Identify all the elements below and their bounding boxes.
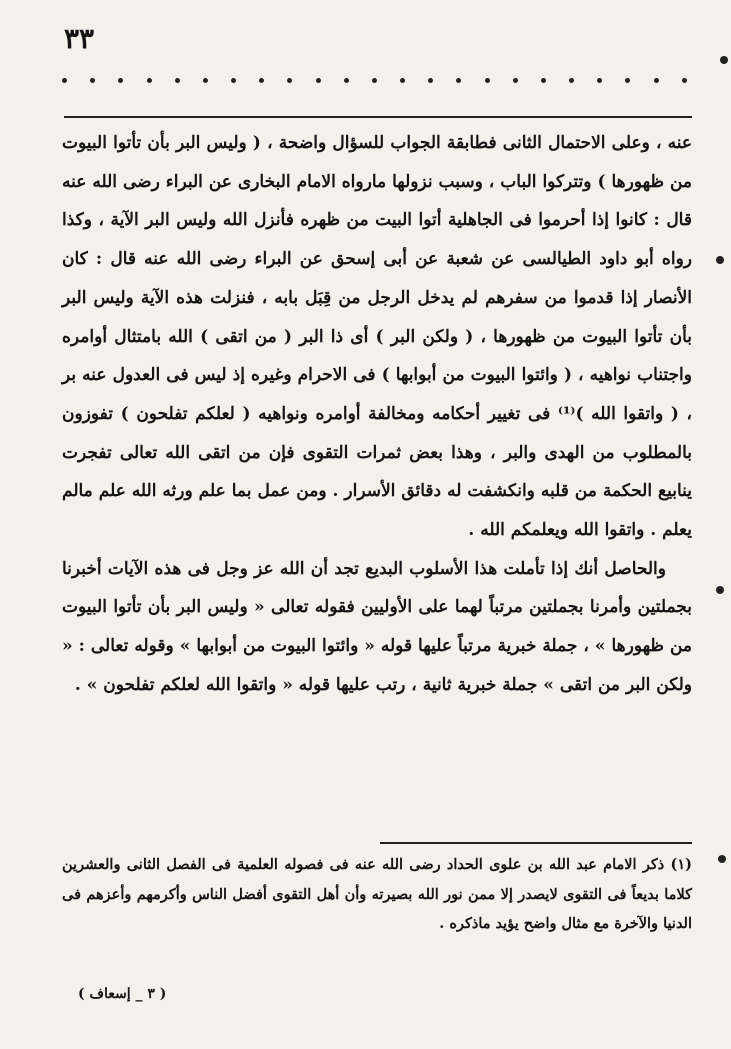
main-text: [62, 124, 692, 705]
footnote-rule: [380, 842, 692, 844]
header-rule: [64, 116, 692, 118]
binding-hole-mark: [716, 586, 724, 594]
page-number: ٣٣: [64, 22, 95, 55]
binding-hole-mark: [720, 56, 728, 64]
footnote-text: (١) ذكر الامام عبد الله بن علوى الحداد رضى الله عنه فى فصوله العلمية فى الفصل الثانى والعشرين كلاما بديعاً فى التقوى لايصدر إلا ممن نور الله بصيرته وأن أهل التقوى أفضل الناس وأكرمهم وأعزهم فى الدنيا والآخرة مع مثال واضح يؤيد ماذكره .: [62, 856, 692, 932]
paragraph: عنه ، وعلى الاحتمال الثانى فطابقة الجواب للسؤال واضحة ، ( وليس البر بأن تأتوا البيوت من ظهورها ) وتتركوا الباب ، وسبب نزولها مارواه الامام البخارى عن البراء رضى الله عنه قال : كانوا إذا أحرموا فى الجاهلية أتوا البيت من ظهره فأنزل الله وليس البر الآية ، وكذا رواه أبو داود الطيالسى عن شعبة عن أبى إسحق عن البراء رضى الله عنه قال : كان الأنصار إذا قدموا من سفرهم لم يدخل الرجل من قِبَل بابه ، فنزلت هذه الآية وليس البر بأن تأتوا البيوت من ظهورها ، ( ولكن البر ) أى ذا البر ( من اتقى ) الله بامتثال أوامره واجتناب نواهيه ، ( وائتوا البيوت من أبوابها ) فى الاحرام وغيره إذ ليس فى العدول عنه بر ، ( واتقوا الله )⁽¹⁾ فى تغيير أحكامه ومخالفة أوامره ونواهيه ( لعلكم تفلحون ) تفوزون بالمطلوب من الهدى والبر ، وهذا بعض ثمرات التقوى فإن من اتقى الله تعالى تفجرت ينابيع الحكمة من قلبه وانكشفت له دقائق الأسرار . ومن عمل بما علم ورثه الله علم مالم يعلم . واتقوا الله ويعلمكم الله .: [62, 133, 692, 541]
binding-hole-mark: [716, 256, 724, 264]
binding-hole-mark: [718, 855, 726, 863]
dotted-separator: [62, 78, 687, 83]
signature-mark: ( ٣ _ إسعاف ): [78, 986, 167, 1002]
paragraph: والحاصل أنك إذا تأملت هذا الأسلوب البديع تجد أن الله عز وجل فى هذه الآيات أخبرنا بجملتين وأمرنا بجملتين مرتباً لهما على الأوليين فقوله تعالى « وليس البر بأن تأتوا البيوت من ظهورها » ، جملة خبرية مرتباً عليها قوله « وائتوا البيوت من أبوابها » وقوله تعالى : « ولكن البر من اتقى » جملة خبرية ثانية ، رتب عليها قوله « واتقوا الله لعلكم تفلحون » .: [62, 558, 692, 695]
footnote: [62, 850, 692, 939]
